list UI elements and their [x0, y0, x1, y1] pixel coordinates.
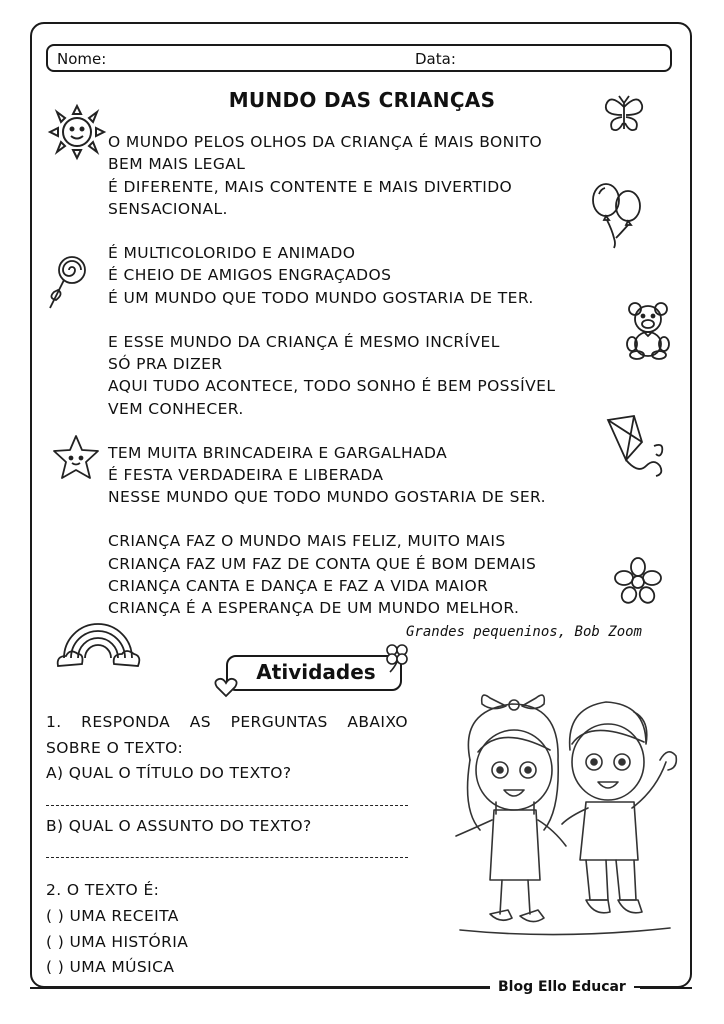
q1-word: RESPONDA — [81, 713, 171, 731]
question-1a: A) QUAL O TÍTULO DO TEXTO? — [46, 764, 292, 783]
question-1-line-2: SOBRE O TEXTO: — [46, 738, 184, 757]
answer-line-b[interactable] — [46, 845, 408, 858]
poem-line: SÓ PRA DIZER — [108, 354, 223, 373]
poem-line: NESSE MUNDO QUE TODO MUNDO GOSTARIA DE SER. — [108, 488, 546, 507]
poem-line: É DIFERENTE, MAIS CONTENTE E MAIS DIVERTIDO — [108, 177, 513, 196]
footer-rule-right — [640, 987, 692, 989]
poem — [108, 131, 628, 641]
page-title: MUNDO DAS CRIANÇAS — [228, 88, 496, 112]
kite-icon — [604, 414, 670, 482]
poem-line: CRIANÇA FAZ UM FAZ DE CONTA QUE É BOM DEMAIS — [108, 554, 537, 573]
answer-line-a[interactable] — [46, 793, 408, 806]
sun-icon — [46, 102, 110, 166]
poem-line: TEM MUITA BRINCADEIRA E GARGALHADA — [108, 443, 448, 462]
poem-line: BEM MAIS LEGAL — [108, 155, 246, 174]
option-historia[interactable]: ( ) UMA HISTÓRIA — [46, 932, 189, 951]
poem-line: E ESSE MUNDO DA CRIANÇA É MESMO INCRÍVEL — [108, 332, 500, 351]
flower-icon — [612, 556, 664, 608]
footer-brand: Blog Ello Educar — [490, 979, 634, 995]
question-2: 2. O TEXTO É: — [46, 881, 160, 900]
q1-word: PERGUNTAS — [230, 713, 328, 731]
poem-line: SENSACIONAL. — [108, 199, 228, 218]
poem-line: CRIANÇA FAZ O MUNDO MAIS FELIZ, MUITO MAIS — [108, 532, 506, 551]
poem-stanza — [108, 242, 628, 309]
clover-icon — [382, 640, 412, 674]
poem-stanza — [108, 442, 628, 509]
rainbow-icon — [54, 614, 142, 672]
lollipop-icon — [44, 254, 90, 314]
q1-word: ABAIXO — [347, 713, 408, 731]
teddy-bear-icon — [622, 300, 674, 360]
question-1b: B) QUAL O ASSUNTO DO TEXTO? — [46, 816, 312, 835]
poem-stanza — [108, 131, 628, 220]
activities-heading — [226, 655, 402, 691]
poem-line: O MUNDO PELOS OLHOS DA CRIANÇA É MAIS BONITO — [108, 133, 543, 151]
poem-author: Grandes pequeninos, Bob Zoom — [405, 624, 642, 640]
data-label: Data: — [415, 50, 456, 68]
q1-word: AS — [189, 713, 212, 731]
nome-label: Nome: — [57, 50, 107, 68]
poem-line: CRIANÇA É A ESPERANÇA DE UM MUNDO MELHOR. — [108, 599, 520, 618]
poem-line: AQUI TUDO ACONTECE, TODO SONHO É BEM POSSÍVEL — [108, 377, 556, 396]
poem-line: É FESTA VERDADEIRA E LIBERADA — [108, 465, 384, 484]
poem-line: CRIANÇA CANTA E DANÇA E FAZ A VIDA MAIOR — [108, 576, 489, 595]
option-musica[interactable]: ( ) UMA MÚSICA — [46, 958, 175, 977]
poem-stanza — [108, 331, 628, 420]
poem-line: É MULTICOLORIDO E ANIMADO — [108, 243, 356, 262]
option-receita[interactable]: ( ) UMA RECEITA — [46, 906, 179, 925]
children-illustration — [420, 690, 692, 950]
poem-line: É CHEIO DE AMIGOS ENGRAÇADOS — [108, 266, 392, 285]
footer-rule-left — [30, 987, 490, 989]
activities-label: Atividades — [256, 660, 376, 684]
balloons-icon — [586, 178, 648, 250]
poem-line: É UM MUNDO QUE TODO MUNDO GOSTARIA DE TER. — [108, 288, 534, 307]
poem-line: VEM CONHECER. — [108, 399, 244, 418]
star-icon — [50, 432, 102, 484]
question-1-line-1 — [46, 710, 408, 736]
heart-icon — [214, 676, 238, 698]
butterfly-icon — [600, 93, 648, 137]
q1-word: 1. — [46, 713, 62, 731]
poem-stanza — [108, 530, 628, 619]
questions — [46, 710, 408, 981]
name-date-bar — [46, 44, 672, 72]
